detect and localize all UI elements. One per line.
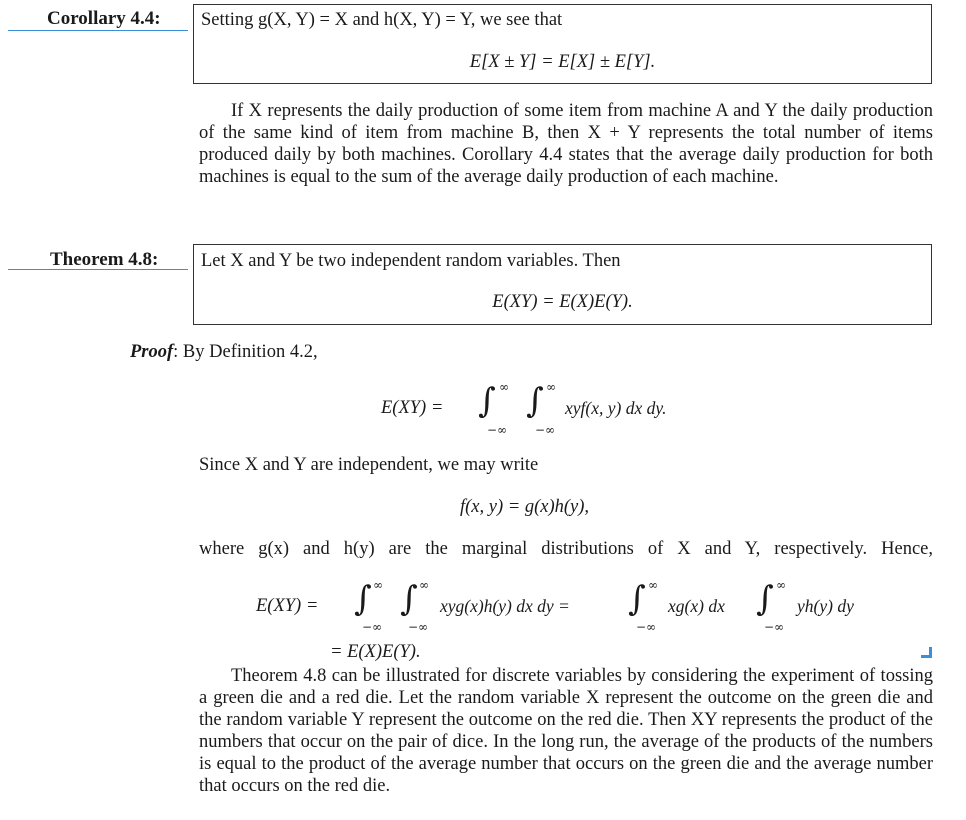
corollary-label: Corollary 4.4: xyxy=(47,8,161,29)
eq1-inner-lower: −∞ xyxy=(535,423,556,437)
eq1-integral-inner xyxy=(522,381,548,421)
integral-sign-icon: ∫ xyxy=(478,381,496,421)
qed-mark-icon xyxy=(921,647,932,658)
eq1-integral-outer xyxy=(474,381,500,421)
corollary-box xyxy=(193,4,932,84)
corollary-equation: E[X ± Y] = E[X] ± E[Y]. xyxy=(469,52,656,72)
theorem-intro: Let X and Y be two independent random variables. Then xyxy=(201,251,621,271)
eq2-rhs-a: xg(x) dx xyxy=(668,596,725,616)
proof-heading xyxy=(130,341,318,363)
theorem-equation: E(XY) = E(X)E(Y). xyxy=(492,292,633,312)
paragraph-dice: Theorem 4.8 can be illustrated for discrete variables by considering the experiment of tossing a green die and a red die. Let the random variable X represent the outcome on the green die and the random variable Y represent the outcome on the red die. Then XY represents the product of the numbers that occur on the pair of dice. In the long run, the average of the products of the numbers is equal to the product of the average number that occurs on the green die and the average number that occurs on the red die. xyxy=(199,666,933,796)
eq2-integral-4 xyxy=(752,579,778,619)
eq2-int4-upper: ∞ xyxy=(776,578,786,592)
theorem-label: Theorem 4.8: xyxy=(50,249,159,270)
independence-text: Since X and Y are independent, we may write xyxy=(199,455,539,475)
factorization-equation: f(x, y) = g(x)h(y), xyxy=(460,497,590,517)
eq1-outer-lower: −∞ xyxy=(487,423,508,437)
paragraph-production: If X represents the daily production of some item from machine A and Y the daily production of the same kind of item from machine B, then X + Y represents the total number of items produced daily by both machines. Corollary 4.4 states that the average daily production for both machines is equal to the sum of the average daily production of each machine. xyxy=(199,101,933,187)
eq2-integrand: xyg(x)h(y) dx dy = xyxy=(440,596,570,616)
eq2-int2-lower: −∞ xyxy=(408,620,429,634)
integral-sign-icon: ∫ xyxy=(628,579,646,619)
eq1-inner-upper: ∞ xyxy=(546,380,556,394)
eq1-integrand: xyf(x, y) dx dy. xyxy=(565,398,667,418)
eq2-int3-upper: ∞ xyxy=(648,578,658,592)
corollary-intro: Setting g(X, Y) = X and h(X, Y) = Y, we see that xyxy=(201,10,563,30)
integral-sign-icon: ∫ xyxy=(526,381,544,421)
proof-label: Proof xyxy=(130,342,174,362)
eq2-int4-lower: −∞ xyxy=(764,620,785,634)
proof-intro: : By Definition 4.2, xyxy=(173,342,318,362)
marginal-text: where g(x) and h(y) are the marginal distributions of X and Y, respectively. Hence, xyxy=(199,539,933,559)
eq1-outer-upper: ∞ xyxy=(499,380,509,394)
eq1-lhs: E(XY) = xyxy=(381,398,444,418)
eq2-int2-upper: ∞ xyxy=(419,578,429,592)
eq2-result: = E(X)E(Y). xyxy=(330,642,421,662)
theorem-box xyxy=(193,244,932,325)
eq2-integral-3 xyxy=(624,579,650,619)
eq2-int1-lower: −∞ xyxy=(362,620,383,634)
integral-sign-icon: ∫ xyxy=(354,579,372,619)
integral-sign-icon: ∫ xyxy=(400,579,418,619)
eq2-int3-lower: −∞ xyxy=(636,620,657,634)
eq2-int1-upper: ∞ xyxy=(373,578,383,592)
corollary-label-underline xyxy=(8,30,188,31)
eq2-lhs: E(XY) = xyxy=(256,596,319,616)
integral-sign-icon: ∫ xyxy=(756,579,774,619)
eq2-rhs-b: yh(y) dy xyxy=(797,596,854,616)
